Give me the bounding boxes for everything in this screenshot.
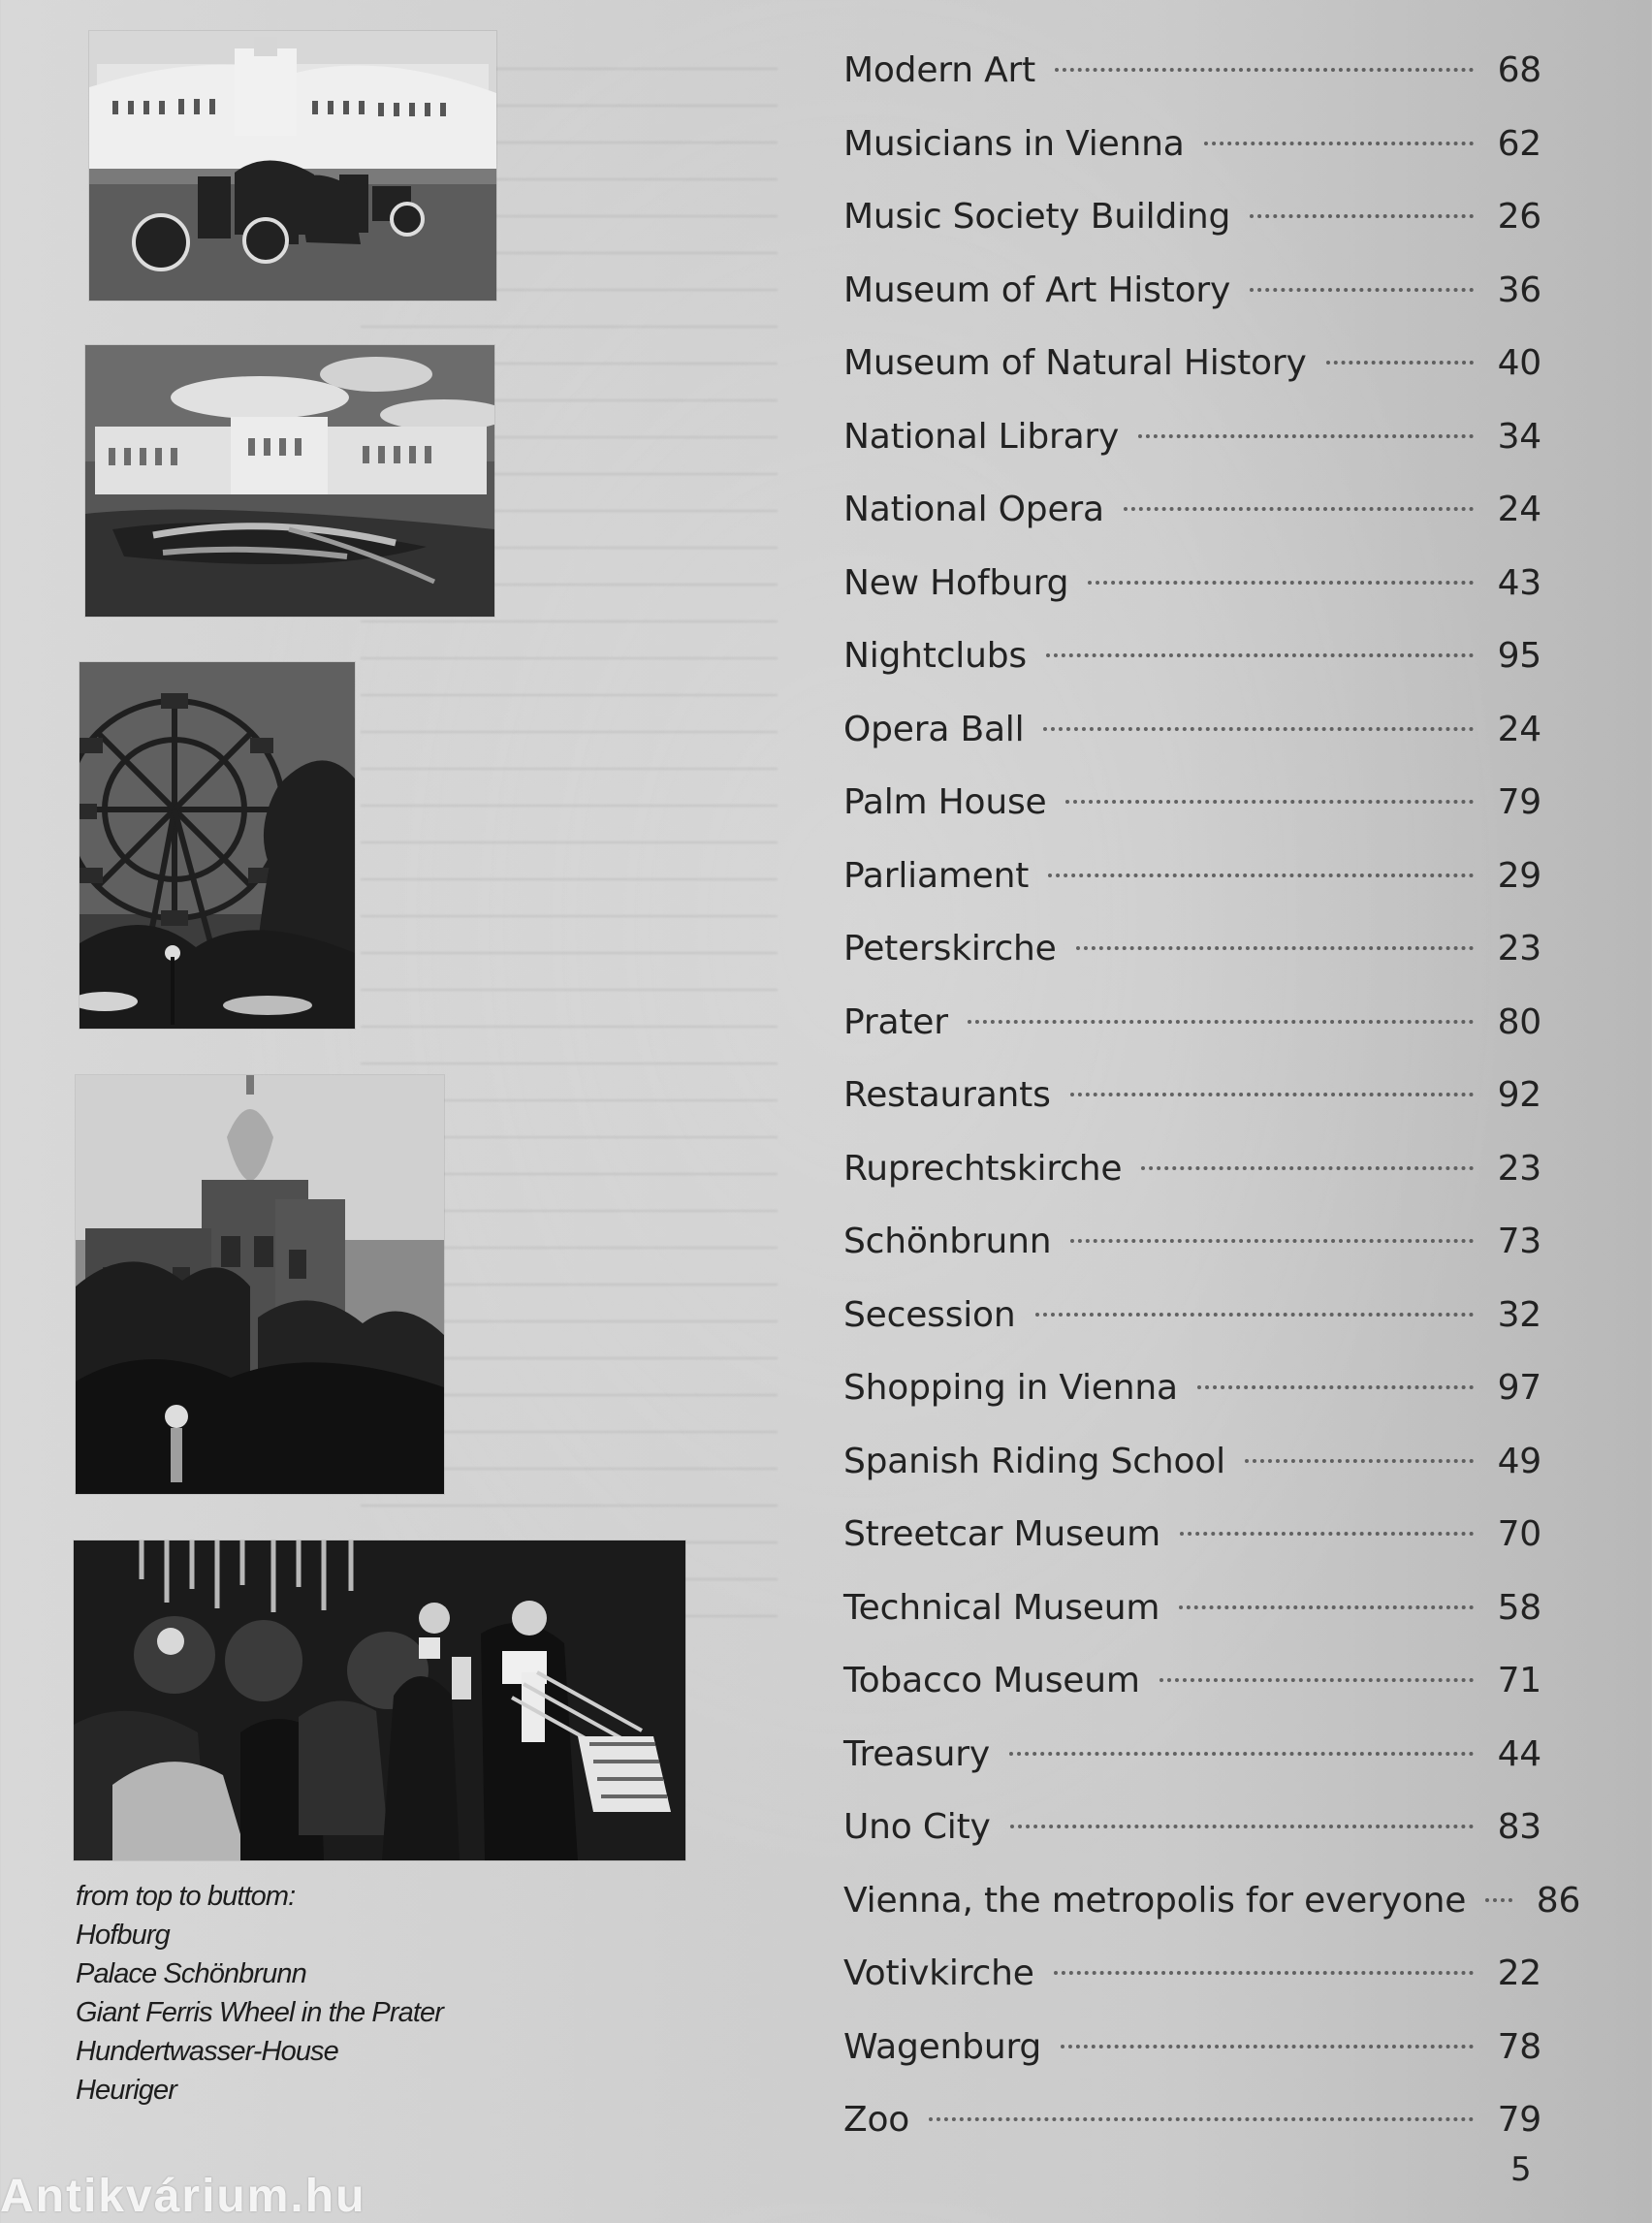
entry-label: Opera Ball (843, 709, 1025, 749)
dot-leader (1054, 1971, 1474, 1975)
dot-leader (1204, 142, 1474, 145)
entry-label: Musicians in Vienna (843, 123, 1185, 164)
dot-leader (1141, 1166, 1474, 1170)
entry-label: Zoo (843, 2100, 910, 2140)
page-number: 5 (1510, 2150, 1532, 2189)
entry-label: Restaurants (843, 1075, 1051, 1115)
index-entry (843, 710, 1541, 783)
dot-leader (1179, 1605, 1474, 1609)
index-entry (843, 343, 1541, 417)
dot-leader (1070, 1239, 1474, 1243)
schonbrunn-illustration (85, 345, 494, 617)
dot-leader (1009, 1752, 1474, 1756)
entry-label: Spanish Riding School (843, 1441, 1225, 1481)
entry-label: Modern Art (843, 50, 1036, 90)
dot-leader (1046, 653, 1474, 657)
dot-leader (1250, 288, 1474, 292)
photo-caption (76, 1877, 443, 2110)
dot-leader (1088, 581, 1474, 585)
entry-label: Votivkirche (843, 1953, 1034, 1993)
entry-page-number: 83 (1497, 1807, 1541, 1847)
entry-label: New Hofburg (843, 562, 1069, 603)
index-entry (843, 490, 1541, 563)
dot-leader (1065, 800, 1474, 804)
index-entry (843, 2027, 1541, 2101)
hofburg-illustration (89, 31, 496, 301)
index-entry (843, 1295, 1541, 1369)
entry-page-number: 23 (1497, 929, 1541, 969)
entry-page-number: 62 (1497, 123, 1541, 164)
index-entry (843, 782, 1541, 856)
index-entry (843, 1514, 1541, 1588)
entry-page-number: 29 (1497, 855, 1541, 896)
entry-page-number: 86 (1536, 1880, 1581, 1921)
entry-page-number: 24 (1497, 709, 1541, 749)
entry-label: National Opera (843, 490, 1104, 529)
index-entry (843, 1075, 1541, 1149)
index-entry (843, 1002, 1541, 1076)
index-entry (843, 50, 1541, 124)
index-entry (843, 1368, 1541, 1442)
dot-leader (1197, 1385, 1474, 1389)
palace-schonbrunn-photo (85, 345, 494, 617)
entry-label: Vienna, the metropolis for everyone (843, 1880, 1467, 1921)
index-entry (843, 270, 1541, 344)
entry-page-number: 78 (1497, 2026, 1541, 2067)
watermark-text: Antikvárium.hu (0, 2171, 366, 2222)
dot-leader (1061, 2045, 1474, 2048)
entry-label: Treasury (843, 1733, 990, 1774)
index-entry (843, 563, 1541, 637)
entry-label: Museum of Natural History (843, 343, 1307, 383)
index-entry (843, 1222, 1541, 1295)
entry-page-number: 68 (1497, 50, 1541, 90)
entry-label: Parliament (843, 855, 1030, 896)
dot-leader (1076, 946, 1474, 950)
entry-label: Ruprechtskirche (843, 1148, 1123, 1189)
dot-leader (1138, 434, 1474, 438)
entry-page-number: 36 (1497, 270, 1541, 310)
dot-leader (1048, 873, 1474, 877)
index-entry (843, 1953, 1541, 2027)
caption-line: Giant Ferris Wheel in the Prater (76, 1997, 443, 2028)
dot-leader (1160, 1678, 1474, 1682)
entry-label: Shopping in Vienna (843, 1368, 1178, 1408)
dot-leader (1180, 1532, 1474, 1536)
entry-page-number: 23 (1497, 1148, 1541, 1189)
dot-leader (1070, 1093, 1474, 1096)
entry-page-number: 32 (1497, 1294, 1541, 1335)
index-entry (843, 1149, 1541, 1223)
entry-page-number: 92 (1497, 1075, 1541, 1115)
entry-label: Uno City (843, 1807, 991, 1847)
entry-label: Technical Museum (843, 1587, 1160, 1628)
index-entry (843, 417, 1541, 491)
entry-page-number: 73 (1497, 1222, 1541, 1261)
entry-page-number: 80 (1497, 1001, 1541, 1042)
index-entry (843, 1880, 1581, 1954)
entry-label: National Library (843, 416, 1120, 457)
ferris-wheel-illustration (79, 662, 355, 1029)
entry-label: Music Society Building (843, 197, 1231, 237)
hundertwasser-house-photo (76, 1075, 444, 1494)
index-entry (843, 124, 1541, 198)
dot-leader (968, 1020, 1474, 1024)
entry-page-number: 71 (1497, 1661, 1541, 1700)
entry-label: Wagenburg (843, 2026, 1042, 2067)
index-entry (843, 197, 1541, 270)
entry-label: Museum of Art History (843, 270, 1231, 310)
hundertwasser-illustration (76, 1075, 444, 1494)
dot-leader (1245, 1459, 1474, 1463)
entry-label: Nightclubs (843, 636, 1027, 676)
entry-page-number: 49 (1497, 1441, 1541, 1481)
caption-line: Hundertwasser-House (76, 2036, 338, 2067)
dot-leader (1035, 1313, 1475, 1317)
entry-page-number: 26 (1497, 197, 1541, 237)
dot-leader (1250, 214, 1474, 218)
index-entry (843, 1442, 1541, 1515)
caption-line: from top to buttom: (76, 1881, 296, 1912)
index-entry (843, 1807, 1541, 1881)
entry-page-number: 43 (1497, 562, 1541, 603)
heuriger-illustration (74, 1540, 685, 1860)
dot-leader (1010, 1825, 1474, 1828)
caption-line: Hofburg (76, 1920, 170, 1951)
entry-label: Palm House (843, 782, 1047, 822)
index-entry (843, 1661, 1541, 1734)
index-entry (843, 636, 1541, 710)
entry-page-number: 70 (1497, 1514, 1541, 1554)
entry-label: Peterskirche (843, 929, 1057, 969)
entry-label: Secession (843, 1294, 1016, 1335)
index-entry (843, 1588, 1541, 1662)
index-entry (843, 929, 1541, 1002)
index-list (843, 50, 1581, 2174)
entry-label: Schönbrunn (843, 1222, 1052, 1261)
dot-leader (1326, 361, 1474, 365)
heuriger-photo (74, 1540, 685, 1860)
dot-leader (1485, 1898, 1512, 1902)
caption-line: Heuriger (76, 2075, 177, 2106)
entry-page-number: 40 (1497, 343, 1541, 383)
entry-page-number: 95 (1497, 636, 1541, 676)
entry-page-number: 97 (1497, 1368, 1541, 1408)
entry-page-number: 24 (1497, 490, 1541, 529)
index-entry (843, 2100, 1541, 2174)
dot-leader (1124, 507, 1474, 511)
caption-line: Palace Schönbrunn (76, 1958, 306, 1989)
entry-page-number: 34 (1497, 416, 1541, 457)
entry-label: Tobacco Museum (843, 1661, 1140, 1700)
entry-page-number: 44 (1497, 1733, 1541, 1774)
dot-leader (1055, 68, 1474, 72)
dot-leader (1043, 727, 1474, 731)
index-entry (843, 856, 1541, 930)
entry-label: Streetcar Museum (843, 1514, 1160, 1554)
hofburg-photo (89, 31, 496, 301)
entry-page-number: 58 (1497, 1587, 1541, 1628)
giant-ferris-wheel-photo (79, 662, 355, 1029)
index-entry (843, 1734, 1541, 1808)
entry-page-number: 22 (1497, 1953, 1541, 1993)
entry-label: Prater (843, 1001, 948, 1042)
dot-leader (929, 2117, 1474, 2121)
entry-page-number: 79 (1497, 782, 1541, 822)
entry-page-number: 79 (1497, 2100, 1541, 2140)
